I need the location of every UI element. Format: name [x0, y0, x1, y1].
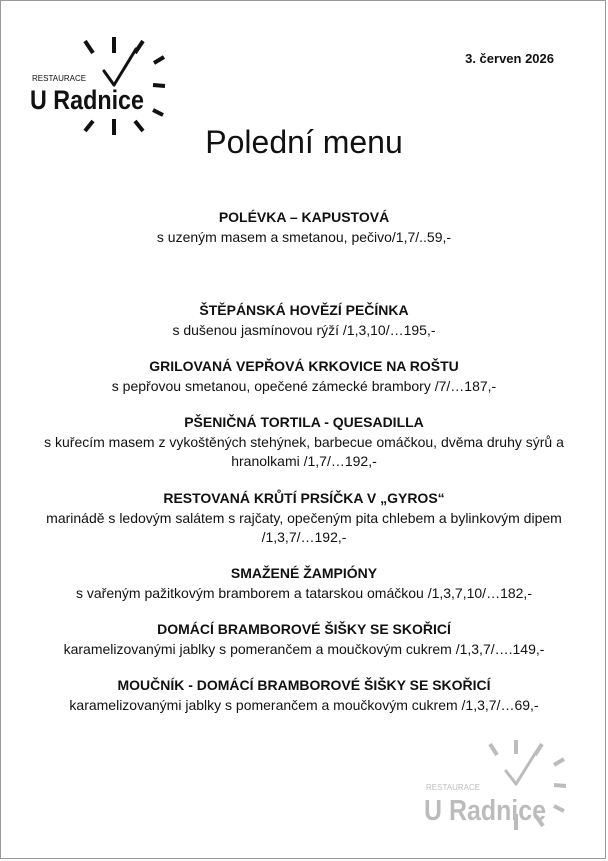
menu-item-beef — [34, 301, 574, 340]
menu-item-dumplings — [34, 620, 574, 659]
menu-item-name: POLÉVKA – KAPUSTOVÁ — [218, 209, 390, 225]
restaurant-logo-watermark — [420, 738, 576, 834]
svg-text:U Radnice: U Radnice — [30, 85, 144, 115]
page-title: Polední menu — [205, 124, 403, 160]
menu-item-name: MOUČNÍK - DOMÁCÍ BRAMBOROVÉ ŠIŠKY SE SKOŘICÍ — [117, 677, 491, 693]
svg-text:U Radnice: U Radnice — [424, 795, 546, 827]
menu-item-dessert — [34, 676, 574, 715]
menu-item-description: karamelizovanými jablky s pomerančem a moučkovým cukrem /1,3,7/….149,- — [63, 641, 545, 657]
menu-item-pork — [34, 357, 574, 396]
menu-item-description: marinádě s ledovým salátem s rajčaty, opečeným pita chlebem a bylinkovým dipem /1,3,7/…192,- — [46, 510, 562, 545]
menu-item-name: PŠENIČNÁ TORTILA - QUESADILLA — [184, 414, 424, 430]
menu-item-description: s dušenou jasmínovou rýží /1,3,10/…195,- — [172, 322, 436, 338]
menu-date: 3. červen 2026 — [465, 51, 554, 66]
menu-item-quesadilla — [34, 413, 574, 471]
menu-item-name: ŠTĚPÁNSKÁ HOVĚZÍ PEČÍNKA — [199, 302, 409, 318]
menu-item-description: s vařeným pažitkovým bramborem a tatarskou omáčkou /1,3,7,10/…182,- — [76, 585, 532, 601]
menu-item-mushrooms — [34, 564, 574, 603]
svg-text:RESTAURACE: RESTAURACE — [32, 74, 87, 83]
menu-item-description: s kuřecím masem z vykoštěných stehýnek, barbecue omáčkou, dvěma druhy sýrů a hranolkami /1,7/…192,- — [44, 434, 564, 469]
menu-item-name: DOMÁCÍ BRAMBOROVÉ ŠIŠKY SE SKOŘICÍ — [157, 621, 451, 637]
menu-item-description: karamelizovanými jablky s pomerančem a moučkovým cukrem /1,3,7/…69,- — [69, 697, 539, 713]
menu-item-soup — [34, 208, 574, 247]
menu-item-description: s pepřovou smetanou, opečené zámecké brambory /7/…187,- — [111, 378, 497, 394]
svg-text:RESTAURACE: RESTAURACE — [426, 783, 481, 792]
menu-item-gyros — [34, 489, 574, 547]
clock-icon — [420, 738, 576, 834]
menu-item-description: s uzeným masem a smetanou, pečivo/1,7/..59,- — [156, 229, 452, 245]
menu-item-name: GRILOVANÁ VEPŘOVÁ KRKOVICE NA ROŠTU — [149, 358, 459, 374]
menu-item-name: RESTOVANÁ KRŮTÍ PRSÍČKA V „GYROS“ — [163, 490, 445, 506]
menu-item-name: SMAŽENÉ ŽAMPIÓNY — [230, 565, 378, 581]
